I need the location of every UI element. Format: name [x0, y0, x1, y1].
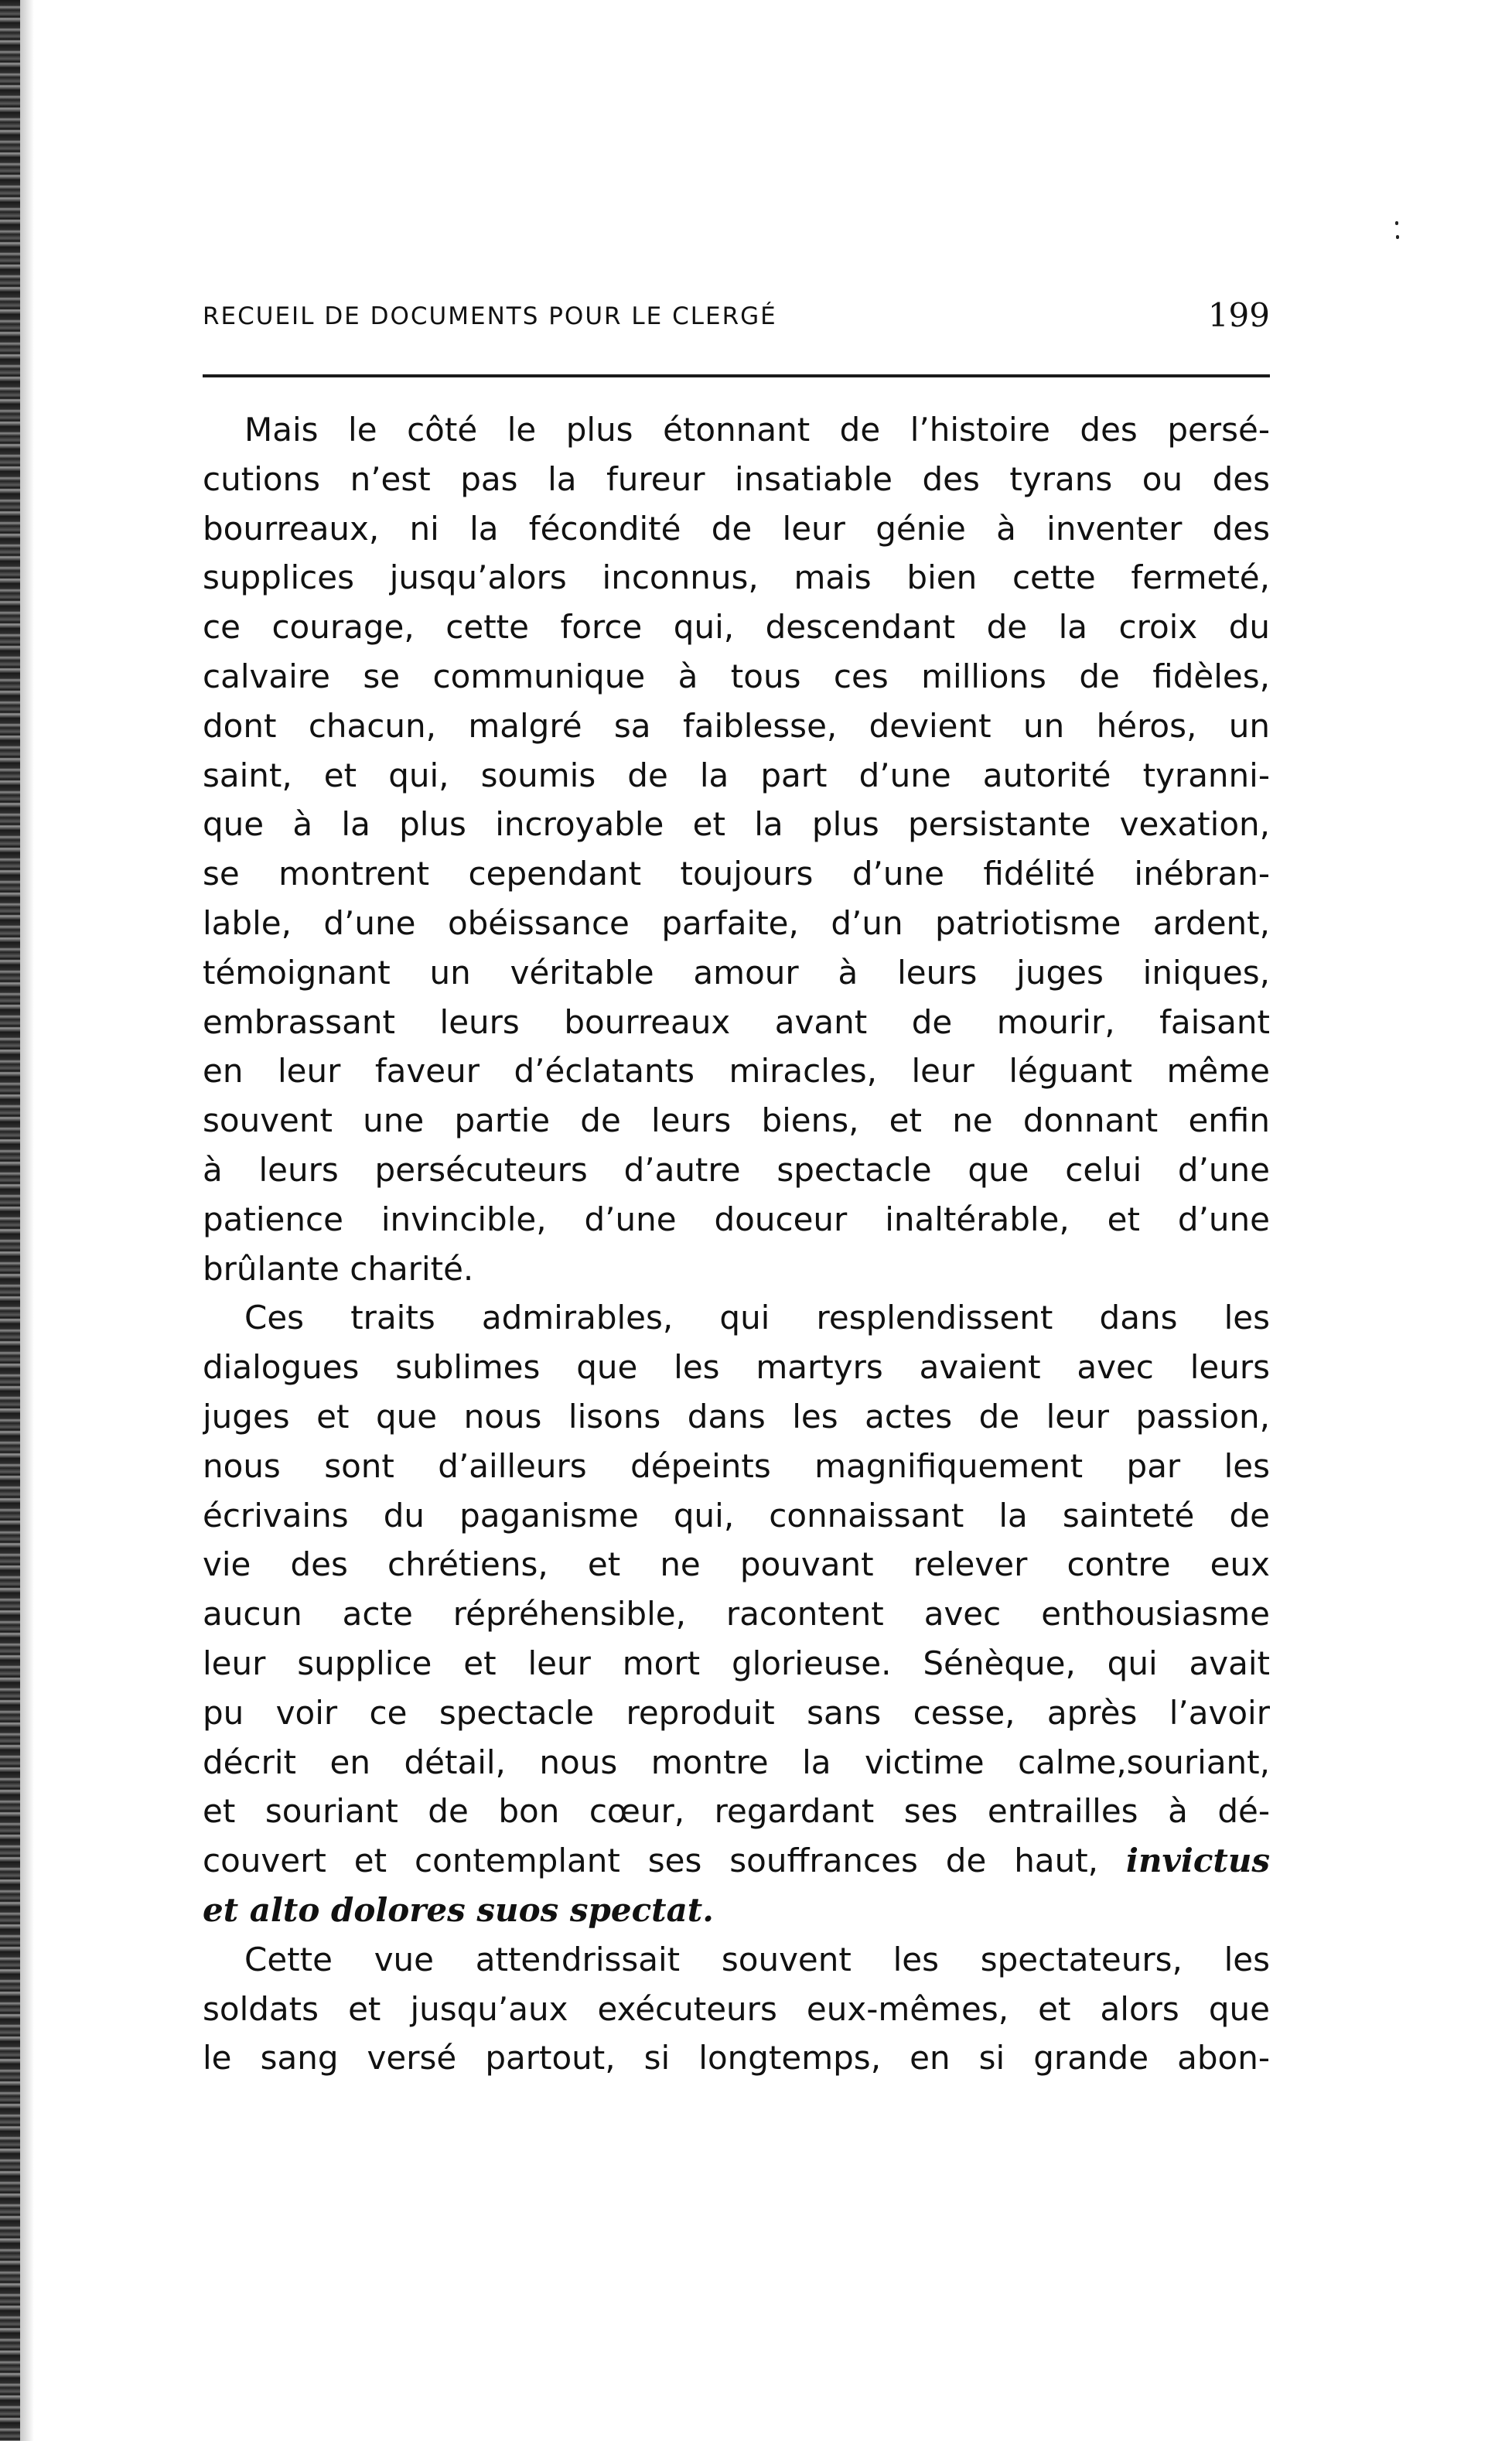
text-line: que à la plus incroyable et la plus persistante vexation,: [203, 805, 1270, 844]
text-line: dialogues sublimes que les martyrs avaient avec leurs: [203, 1348, 1270, 1387]
text-line: ce courage, cette force qui, descendant de la croix du: [203, 608, 1270, 647]
text-line: leur supplice et leur mort glorieuse. Sénèque, qui avait: [203, 1644, 1270, 1682]
text-line: bourreaux, ni la fécondité de leur génie à inventer des: [203, 509, 1270, 548]
page-binding-shadow: [20, 0, 34, 2441]
text-line: vie des chrétiens, et ne pouvant relever contre eux: [203, 1545, 1270, 1584]
page-binding-edge: [0, 0, 20, 2441]
italic-quote: invictus: [1126, 1842, 1270, 1880]
text-line: patience invincible, d’une douceur inaltérable, et d’une: [203, 1200, 1270, 1238]
text-line: lable, d’une obéissance parfaite, d’un patriotisme ardent,: [203, 903, 1270, 942]
italic-quote-line: et alto dolores suos spectat.: [203, 1890, 714, 1929]
running-title: RECUEIL DE DOCUMENTS POUR LE CLERGÉ: [203, 302, 777, 330]
text-line: souvent une partie de leurs biens, et ne donnant enfin: [203, 1101, 1270, 1140]
header-rule: [203, 374, 1270, 377]
text-line: dont chacun, malgré sa faiblesse, devient un héros, un: [203, 706, 1270, 745]
text-line: nous sont d’ailleurs dépeints magnifiquement par les: [203, 1446, 1270, 1485]
page-number: 199: [1207, 296, 1270, 334]
text-line: cutions n’est pas la fureur insatiable des tyrans ou des: [203, 459, 1270, 498]
text-line: décrit en détail, nous montre la victime calme,souriant,: [203, 1743, 1270, 1781]
text-line: pu voir ce spectacle reproduit sans cesse, après l’avoir: [203, 1693, 1270, 1732]
text-line: calvaire se communique à tous ces millions de fidèles,: [203, 657, 1270, 695]
text-line: saint, et qui, soumis de la part d’une autorité tyranni-: [203, 756, 1270, 794]
page-header: [203, 296, 1270, 343]
text-line: et souriant de bon cœur, regardant ses entrailles à dé-: [203, 1792, 1270, 1831]
text-segment: couvert et contemplant ses souffrances de haut,: [203, 1842, 1099, 1880]
text-line: brûlante charité.: [203, 1249, 474, 1288]
text-line: aucun acte répréhensible, racontent avec enthousiasme: [203, 1595, 1270, 1634]
ink-speck: [1395, 221, 1398, 225]
text-line: juges et que nous lisons dans les actes de leur passion,: [203, 1397, 1270, 1436]
text-line: à leurs persécuteurs d’autre spectacle que celui d’une: [203, 1150, 1270, 1189]
text-line: témoignant un véritable amour à leurs juges iniques,: [203, 953, 1270, 992]
text-line: Cette vue attendrissait souvent les spectateurs, les: [244, 1940, 1270, 1978]
text-line: écrivains du paganisme qui, connaissant la sainteté de: [203, 1496, 1270, 1535]
text-line: le sang versé partout, si longtemps, en si grande abon-: [203, 2039, 1270, 2077]
text-line: se montrent cependant toujours d’une fidélité inébran-: [203, 855, 1270, 893]
text-line: en leur faveur d’éclatants miracles, leur léguant même: [203, 1052, 1270, 1091]
text-line: embrassant leurs bourreaux avant de mourir, faisant: [203, 1002, 1270, 1041]
text-line: Ces traits admirables, qui resplendissent dans les: [244, 1299, 1270, 1337]
page-body-text: [203, 405, 1270, 2083]
text-line: supplices jusqu’alors inconnus, mais bien cette fermeté,: [203, 558, 1270, 597]
text-line: [203, 1836, 1270, 1886]
text-line: Mais le côté le plus étonnant de l’histoire des persé-: [244, 411, 1270, 449]
text-line: soldats et jusqu’aux exécuteurs eux-mêmes, et alors que: [203, 1989, 1270, 2028]
ink-speck: [1396, 235, 1399, 239]
